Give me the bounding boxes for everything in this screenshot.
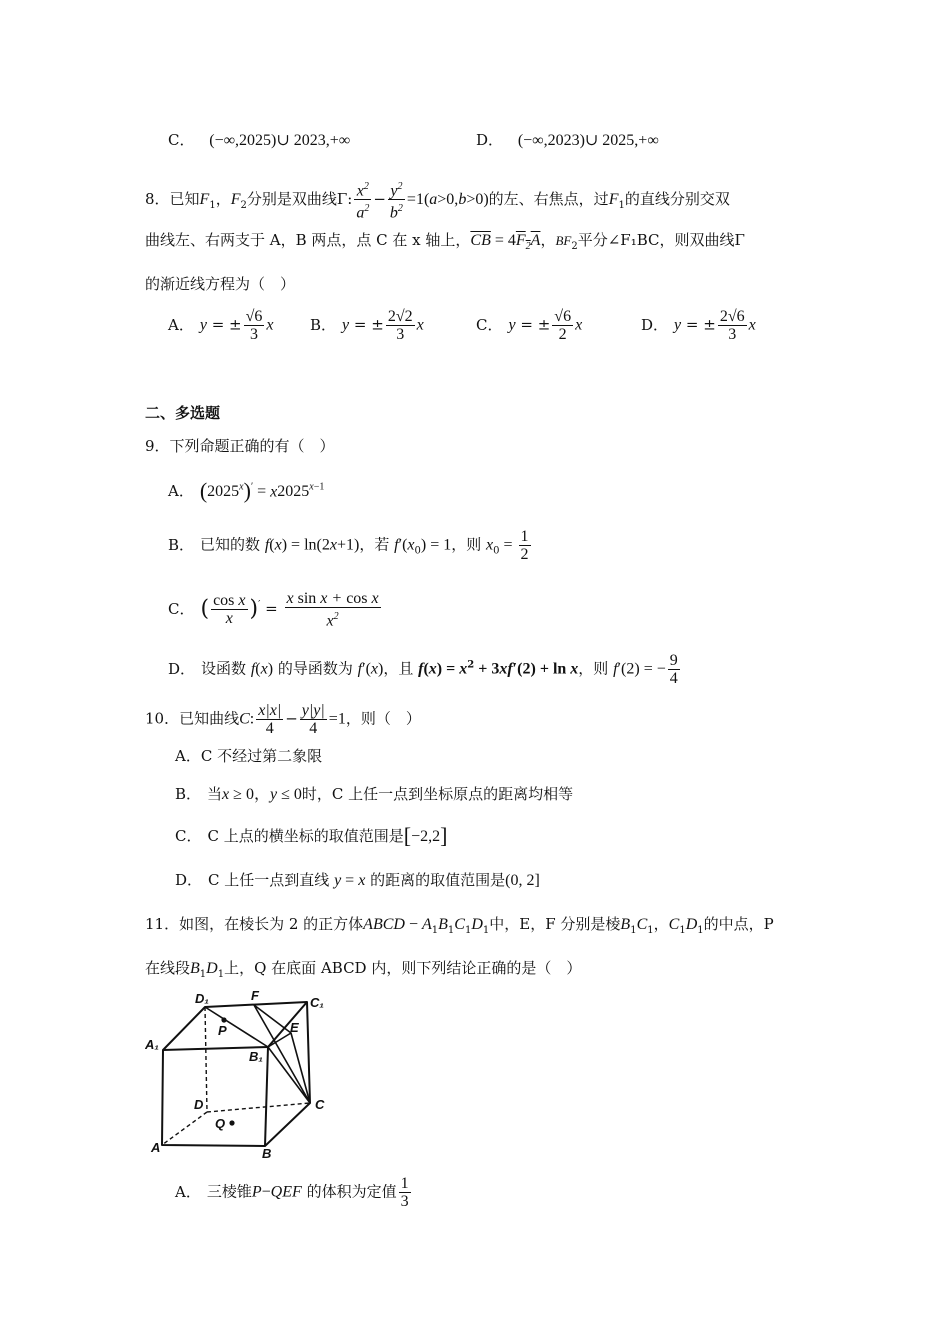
q10-option-c: C． C 上点的横坐标的取值范围是[−2,2] [175,823,448,848]
q8-option-a: A． y = ± $\frac{√6}{3}$ x [168,308,274,343]
q8-option-d: D． y = ± $\frac{2√6}{3}$ x [641,308,756,343]
q8-frac-y2b2: $\frac{y^2}{b^2}$ [388,178,405,222]
q11-stem-line1: 11．如图，在棱长为 2 的正方体ABCD − $A_1B_1C_1D_1$中，E，F 分别是棱$B_1C_1$，$C_1D_1$的中点，P [145,915,774,936]
label-d: D [194,1097,204,1112]
cube-figure [145,985,345,1160]
label-a: A [151,1140,161,1155]
q9-option-d: D． 设函数 f(x) 的导函数为 f′(x)，且 $f(x) = x^2 + 3xf'(2) + \ln x$，则 f′(2) = − $\frac{9}{4}$ [168,652,678,687]
label-f: F [251,988,259,1003]
q9-stem: 9．下列命题正确的有（ ） [145,437,335,455]
label-b: B [262,1146,272,1160]
label-e: E [290,1020,299,1035]
q11-option-a: A． 三棱锥P−QEF 的体积为定值 $\frac{1}{3}$ [175,1175,409,1210]
q7-option-d: D． (−∞,2023)∪ 2025,+∞ [476,131,659,149]
q10-option-b: B． 当x ≥ 0，y ≤ 0时，C 上任一点到坐标原点的距离均相等 [175,785,574,803]
q8-option-c: C． y = ± $\frac{√6}{2}$ x [476,308,583,343]
q9-option-a: A． $(2025^x)' = x2025^{x-1}$ [168,478,325,504]
q8-stem-line3: 的渐近线方程为（ ） [145,275,296,293]
label-a1: A₁ [145,1037,159,1052]
q7-option-c: C． (−∞,2025)∪ 2023,+∞ [168,131,351,149]
q9-option-b: B． 已知的数 f(x) = ln(2x+1)，若 $f'(x_0) = 1$，则 $x_0$ = $\frac{1}{2}$ [168,528,529,563]
q11-stem-line2: 在线段$B_1D_1$上，Q 在底面 ABCD 内，则下列结论正确的是（ ） [145,959,582,980]
q8-stem-line2: 曲线左、右两支于 A，B 两点，点 C 在 x 轴上，$\overline{CB} = 4F_2A$，$BF_2$平分∠F₁BC，则双曲线Γ [145,231,745,253]
point-p [221,1017,226,1022]
q8-frac-x2a2: $\frac{x^2}{a^2}$ [354,178,371,222]
q8-option-b: B． y = ± $\frac{2√2}{3}$ x [310,308,424,343]
label-p: P [218,1023,227,1038]
q7-option-d-text: (−∞,2023)∪ 2025,+∞ [517,132,659,149]
point-q [229,1120,234,1125]
label-c: C [315,1097,325,1112]
label-q: Q [215,1116,226,1131]
q8-stem-line1: 8．已知$F_1$，$F_2$分别是双曲线Γ: $\frac{x^2}{a^2}$ − $\frac{y^2}{b^2}$ =1(a>0,b>0)的左、右焦点，过$F_1$的直线分别交双 [145,178,730,222]
label-b1: B₁ [249,1049,263,1064]
q10-stem: 10．已知曲线C: $\frac{x|x|}{4}$ − $\frac{y|y|}{4}$ =1，则（ ） [145,702,421,737]
section-title-multi-choice: 二、多选题 [145,404,221,422]
q10-option-a: A．C 不经过第二象限 [175,747,323,765]
q10-option-d: D． C 上任一点到直线 y = x 的距离的取值范围是(0, 2] [175,871,540,889]
label-d1: D₁ [195,991,209,1006]
label-c1: C₁ [310,995,324,1010]
q7-option-c-text: (−∞,2025)∪ 2023,+∞ [209,132,351,149]
q9-option-c: C． ( $\frac{\text{cos x}}{x}$ )′ = $\frac{\text{x sin x + cos x}}{x^2}$ [168,590,379,630]
